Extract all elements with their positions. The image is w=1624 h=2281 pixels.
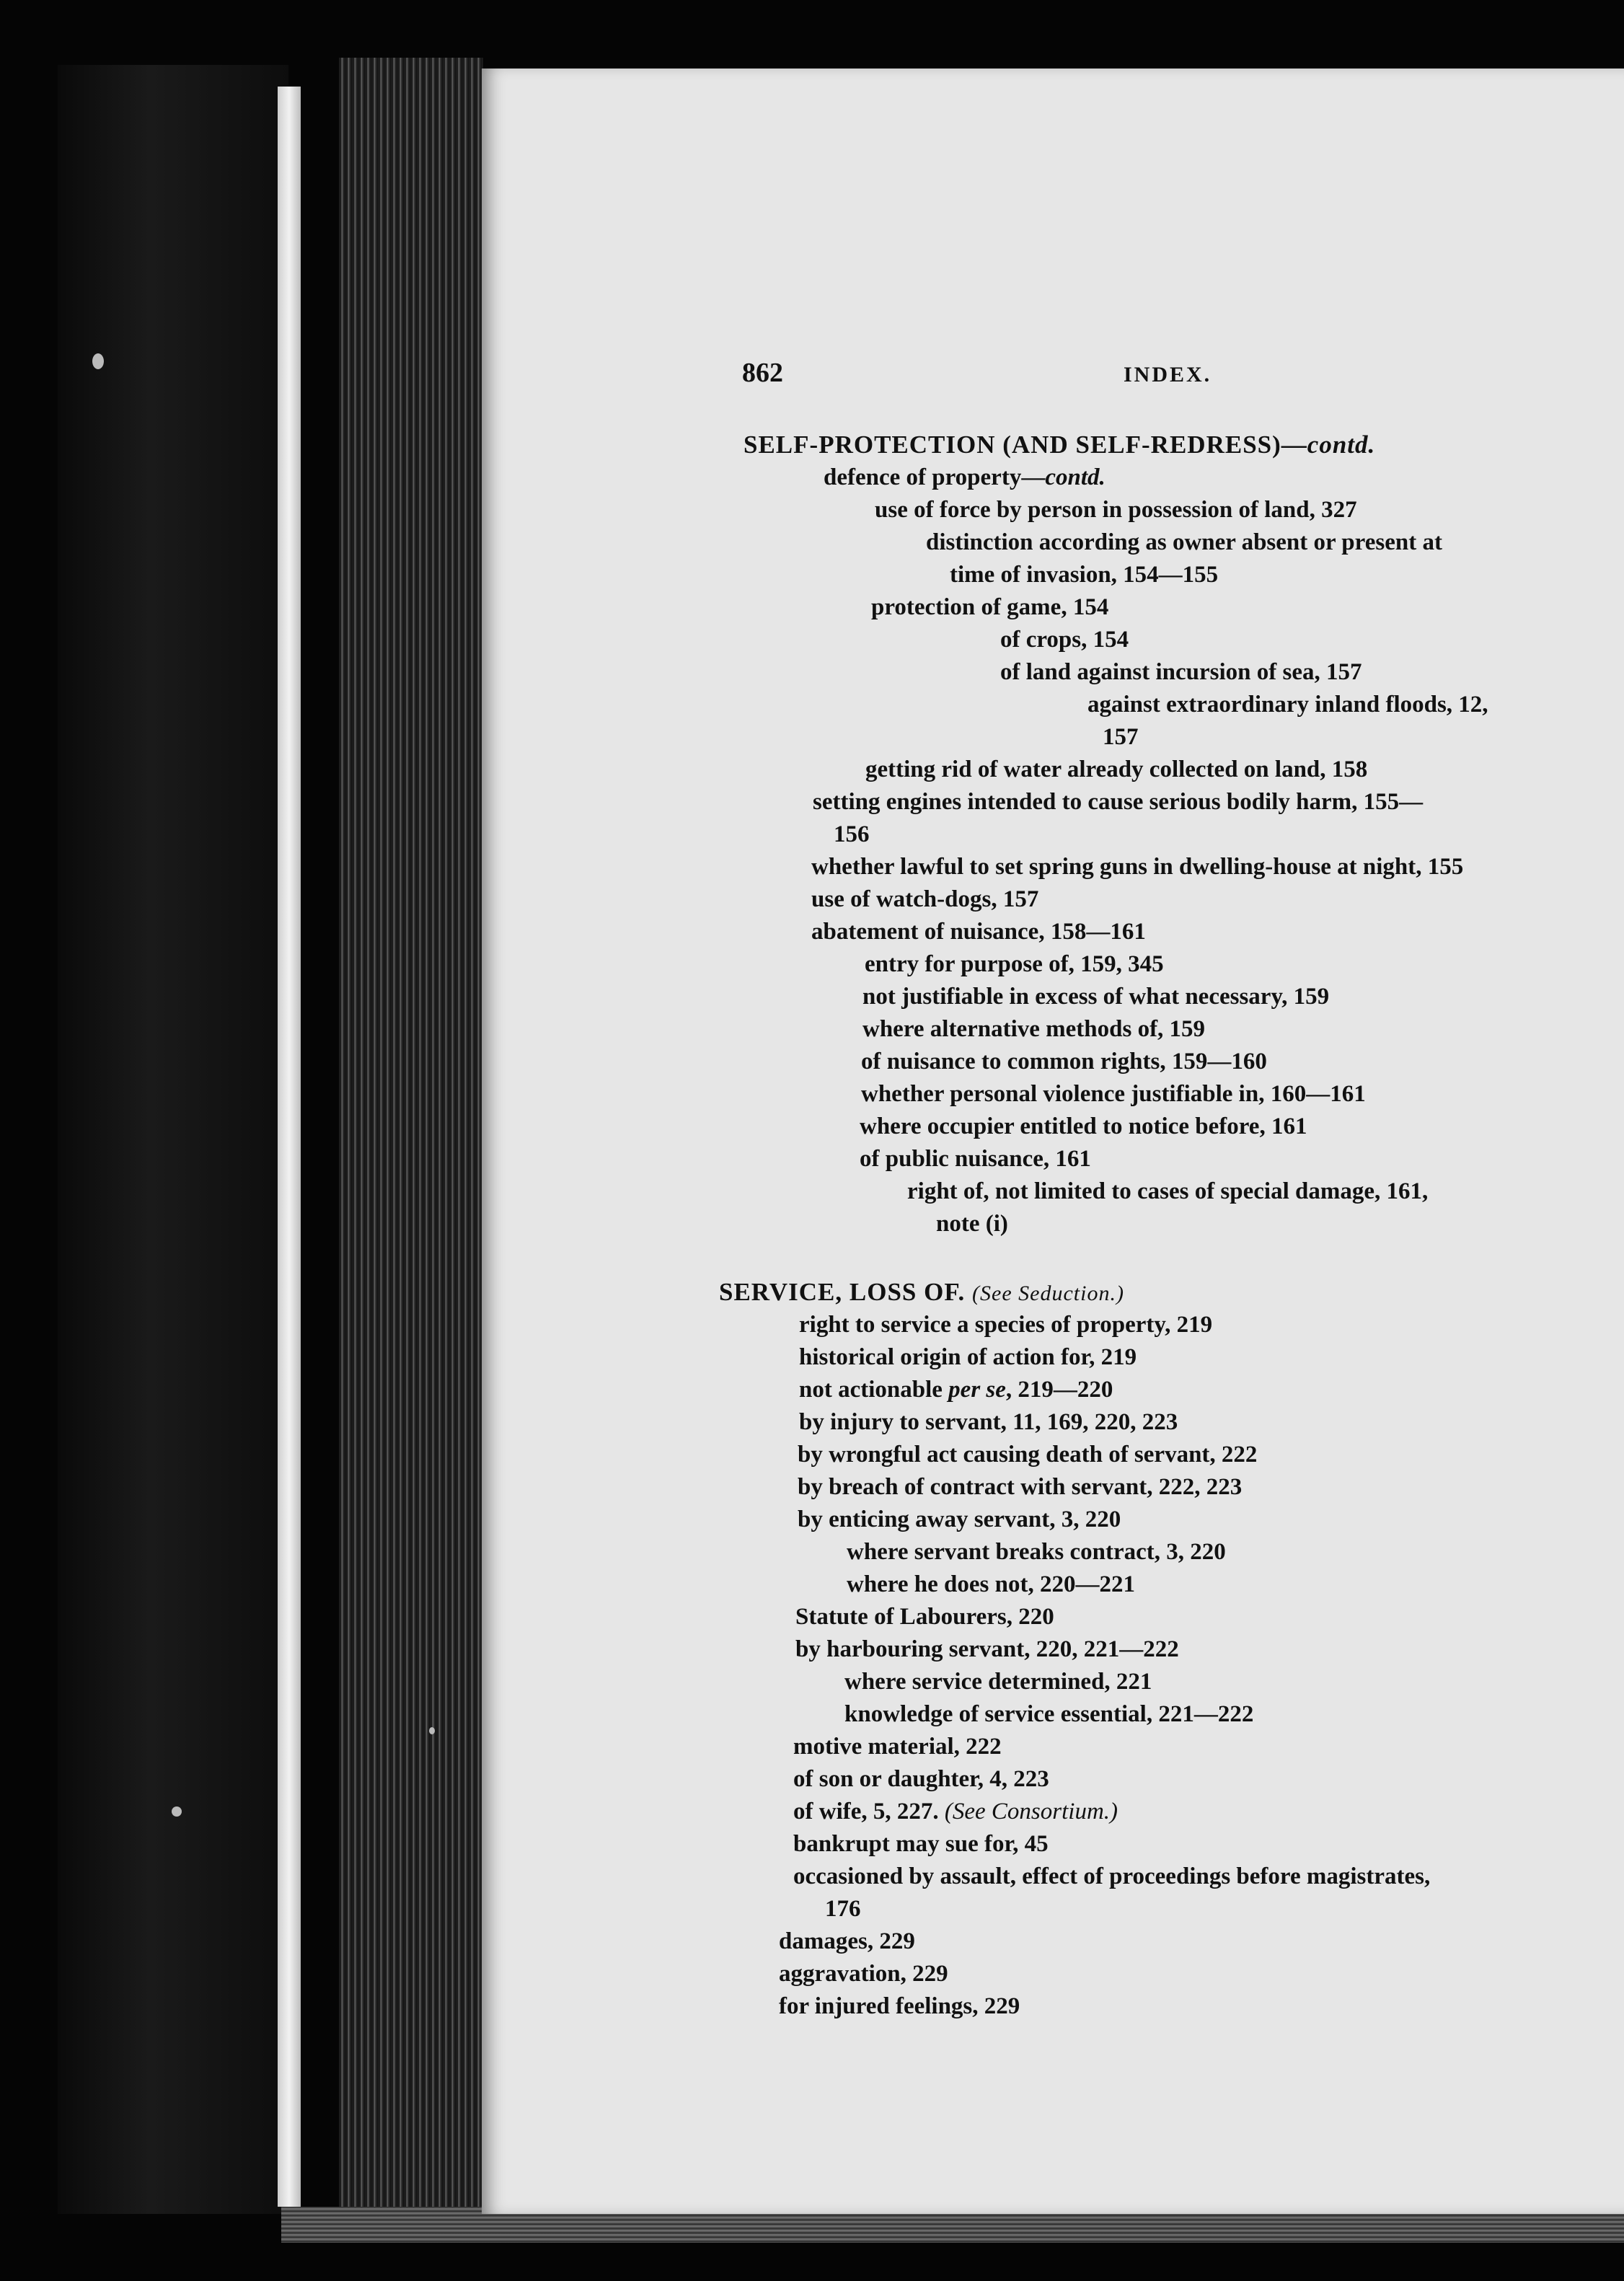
subentry-text: of wife, 5, 227. (793, 1799, 939, 1825)
index-heading (743, 429, 1375, 461)
index-subentry (793, 1796, 1118, 1827)
subentry-text: defence of property— (824, 464, 1046, 490)
index-subentry: getting rid of water already collected on land, 158 (865, 756, 1368, 782)
index-subentry: by wrongful act causing death of servant, 222 (798, 1442, 1258, 1468)
index-subentry: of crops, 154 (1000, 627, 1129, 653)
index-subentry: of public nuisance, 161 (860, 1146, 1091, 1172)
index-subentry: against extraordinary inland floods, 12, (1087, 692, 1488, 718)
index-subentry: note (i) (936, 1211, 1008, 1237)
dust-speck (92, 353, 104, 369)
index-subentry: motive material, 222 (793, 1734, 1002, 1760)
index-subentry: whether personal violence justifiable in, 160—161 (861, 1081, 1366, 1107)
subentry-cross-reference: (See Consortium.) (944, 1799, 1118, 1825)
index-subentry: use of force by person in possession of land, 327 (875, 497, 1357, 523)
heading-text: SERVICE, LOSS OF. (719, 1278, 966, 1306)
running-head: INDEX. (1124, 363, 1212, 387)
page-number: 862 (742, 358, 783, 388)
book-page (482, 69, 1624, 2214)
index-subentry: historical origin of action for, 219 (799, 1344, 1137, 1370)
index-subentry: where he does not, 220—221 (847, 1571, 1135, 1597)
index-subentry: by enticing away servant, 3, 220 (798, 1506, 1121, 1532)
index-subentry: right of, not limited to cases of special damage, 161, (907, 1178, 1429, 1204)
index-subentry: of land against incursion of sea, 157 (1000, 659, 1362, 685)
index-subentry: of son or daughter, 4, 223 (793, 1766, 1049, 1792)
index-subentry: whether lawful to set spring guns in dwelling-house at night, 155 (811, 854, 1464, 880)
index-subentry: right to service a species of property, 219 (799, 1312, 1213, 1338)
index-subentry: where service determined, 221 (844, 1669, 1152, 1695)
index-subentry: Statute of Labourers, 220 (795, 1604, 1054, 1630)
index-subentry: distinction according as owner absent or present at (926, 529, 1442, 555)
index-subentry: occasioned by assault, effect of proceedings before magistrates, (793, 1863, 1431, 1889)
index-subentry: time of invasion, 154—155 (950, 562, 1219, 588)
index-subentry: abatement of nuisance, 158—161 (811, 919, 1146, 945)
dust-speck (429, 1727, 435, 1734)
index-subentry: for injured feelings, 229 (779, 1993, 1020, 2019)
index-subentry: entry for purpose of, 159, 345 (865, 951, 1164, 977)
index-subentry: not justifiable in excess of what necessary, 159 (862, 984, 1330, 1010)
book-cover-edge (58, 65, 288, 2214)
dust-speck (172, 1806, 182, 1817)
index-subentry: where servant breaks contract, 3, 220 (847, 1539, 1226, 1565)
heading-cross-reference: (See Seduction.) (972, 1281, 1124, 1305)
index-subentry: by breach of contract with servant, 222, 223 (798, 1474, 1243, 1500)
index-entries (482, 69, 1624, 2214)
index-subentry: aggravation, 229 (779, 1961, 948, 1987)
index-subentry: damages, 229 (779, 1928, 915, 1954)
index-subentry: 156 (834, 821, 870, 847)
subentry-pages: , 219—220 (1005, 1377, 1113, 1403)
index-subentry: use of watch-dogs, 157 (811, 886, 1039, 912)
index-subentry: where occupier entitled to notice before, 161 (860, 1113, 1307, 1139)
index-subentry: of nuisance to common rights, 159—160 (861, 1049, 1267, 1075)
index-subentry: knowledge of service essential, 221—222 (844, 1701, 1254, 1727)
index-subentry: where alternative methods of, 159 (862, 1016, 1206, 1042)
subentry-text: not actionable (799, 1377, 943, 1403)
index-subentry: 176 (825, 1896, 861, 1922)
heading-text: SELF-PROTECTION (743, 431, 996, 459)
index-subentry: by harbouring servant, 220, 221—222 (795, 1636, 1179, 1662)
index-subentry: bankrupt may sue for, 45 (793, 1831, 1049, 1857)
index-subentry (799, 1374, 1113, 1406)
subentry-latin: per se (948, 1377, 1006, 1403)
index-subentry: 157 (1103, 724, 1139, 750)
index-subentry: by injury to servant, 11, 169, 220, 223 (799, 1409, 1178, 1435)
index-subentry: protection of game, 154 (871, 594, 1109, 620)
index-subentry: setting engines intended to cause serious bodily harm, 155— (813, 789, 1424, 815)
index-heading (719, 1276, 1124, 1310)
page-stack-edge (339, 58, 483, 2221)
endpaper-edge (278, 87, 301, 2207)
heading-qualifier: (AND SELF-REDRESS)— (1002, 431, 1307, 459)
index-subentry (824, 462, 1106, 493)
heading-contd: contd. (1307, 431, 1376, 459)
subentry-contd: contd. (1045, 464, 1106, 490)
